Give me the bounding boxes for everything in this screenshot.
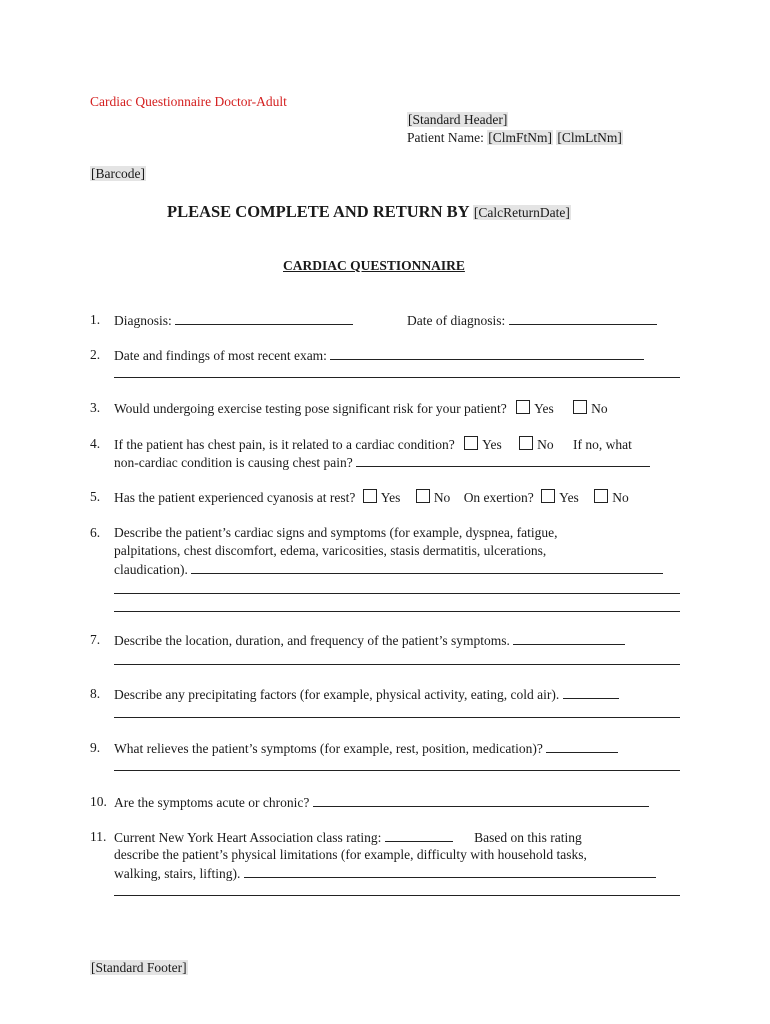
q5-exertion-text: On exertion? (463, 490, 534, 505)
q11-number: 11. (90, 829, 107, 844)
q11-line2: describe the patient’s physical limitations (for example, difficulty with household tasks, (114, 847, 587, 862)
q4-ifno-text: If no, what (573, 437, 632, 452)
standard-footer: [Standard Footer] (91, 960, 187, 975)
q9-text: What relieves the patient’s symptoms (for example, rest, position, medication)? (114, 741, 543, 756)
q8-number: 8. (90, 686, 101, 701)
q11-line1-text: Current New York Heart Association class rating: (114, 830, 382, 845)
q3-text: Would undergoing exercise testing pose significant risk for your patient? (114, 401, 507, 416)
q11-line1 (114, 829, 582, 846)
q4-number: 4. (90, 436, 101, 451)
first-name-field: [ClmFtNm] (488, 130, 552, 145)
q10-text: Are the symptoms acute or chronic? (114, 795, 310, 810)
q11-blank[interactable] (244, 865, 656, 878)
q3-yes-checkbox[interactable] (516, 400, 530, 414)
q6-blank-line3[interactable] (114, 611, 680, 612)
q6-blank[interactable] (191, 561, 663, 574)
q3-no-label: No (591, 401, 608, 416)
q11-line3-text: walking, stairs, lifting). (114, 866, 241, 881)
q7-number: 7. (90, 632, 101, 647)
q4-no-checkbox[interactable] (519, 436, 533, 450)
q4-text: If the patient has chest pain, is it related to a cardiac condition? (114, 437, 455, 452)
q1-date (407, 312, 657, 329)
q6-line1: Describe the patient’s cardiac signs and symptoms (for example, dyspnea, fatigue, (114, 525, 558, 540)
q2-text-line (114, 347, 644, 364)
q8-blank-line2[interactable] (114, 717, 680, 718)
q3-line (114, 400, 608, 417)
q9-line (114, 740, 618, 757)
q7-text: Describe the location, duration, and frequency of the patient’s symptoms. (114, 633, 510, 648)
q6-line2: palpitations, chest discomfort, edema, varicosities, stasis dermatitis, ulcerations, (114, 543, 547, 558)
q5-exertion-yes-checkbox[interactable] (541, 489, 555, 503)
q10-line (114, 794, 649, 811)
q4-yes-label: Yes (482, 437, 502, 452)
q11-blank-line2[interactable] (114, 895, 680, 896)
return-date-field: [CalcReturnDate] (473, 205, 570, 220)
q4-blank[interactable] (356, 454, 650, 467)
q9-number: 9. (90, 740, 101, 755)
patient-name-label: Patient Name: (407, 130, 484, 145)
q2-blank[interactable] (330, 347, 644, 360)
q2-text: Date and findings of most recent exam: (114, 348, 327, 363)
form-title: Cardiac Questionnaire Doctor-Adult (90, 94, 287, 109)
q7-blank-line2[interactable] (114, 664, 680, 665)
q8-text: Describe any precipitating factors (for example, physical activity, eating, cold air). (114, 687, 560, 702)
return-banner (167, 202, 571, 222)
q4-no-label: No (537, 437, 554, 452)
q1-diagnosis-label: Diagnosis: (114, 313, 172, 328)
q11-rating-blank[interactable] (385, 829, 453, 842)
q1-date-label: Date of diagnosis: (407, 313, 506, 328)
q5-exertion-yes-label: Yes (559, 490, 579, 505)
q5-rest-no-checkbox[interactable] (416, 489, 430, 503)
q11-based-text: Based on this rating (474, 830, 582, 845)
q2-number: 2. (90, 347, 101, 362)
q1-diagnosis (114, 312, 353, 329)
q1-diagnosis-blank[interactable] (175, 312, 353, 325)
return-banner-text: PLEASE COMPLETE AND RETURN BY (167, 202, 470, 221)
q6-blank-line2[interactable] (114, 593, 680, 594)
q8-line (114, 686, 619, 703)
last-name-field: [ClmLtNm] (557, 130, 622, 145)
q4-line1 (114, 436, 632, 453)
q7-blank[interactable] (513, 632, 625, 645)
q10-blank[interactable] (313, 794, 649, 807)
q3-number: 3. (90, 400, 101, 415)
q2-blank-line2[interactable] (114, 377, 680, 378)
q11-line3 (114, 865, 656, 882)
section-title: CARDIAC QUESTIONNAIRE (283, 258, 465, 273)
barcode: [Barcode] (91, 166, 145, 181)
q1-date-blank[interactable] (509, 312, 657, 325)
q9-blank[interactable] (546, 740, 618, 753)
patient-name-line (407, 130, 623, 146)
q4-yes-checkbox[interactable] (464, 436, 478, 450)
q5-line (114, 489, 629, 506)
q6-line3-text: claudication). (114, 562, 188, 577)
q5-rest-yes-checkbox[interactable] (363, 489, 377, 503)
q3-no-checkbox[interactable] (573, 400, 587, 414)
q6-number: 6. (90, 525, 101, 540)
q4-line2 (114, 454, 650, 471)
q5-exertion-no-label: No (612, 490, 629, 505)
q6-line3 (114, 561, 663, 578)
q5-number: 5. (90, 489, 101, 504)
q5-rest-no-label: No (433, 490, 451, 505)
q5-text: Has the patient experienced cyanosis at rest? (114, 490, 356, 505)
q5-rest-yes-label: Yes (380, 490, 401, 505)
q9-blank-line2[interactable] (114, 770, 680, 771)
q3-yes-label: Yes (534, 401, 554, 416)
q8-blank[interactable] (563, 686, 619, 699)
q1-number: 1. (90, 312, 101, 327)
q4-line2-text: non-cardiac condition is causing chest pain? (114, 455, 353, 470)
q7-line (114, 632, 625, 649)
q10-number: 10. (90, 794, 107, 809)
q5-exertion-no-checkbox[interactable] (594, 489, 608, 503)
standard-header: [Standard Header] (408, 112, 508, 127)
